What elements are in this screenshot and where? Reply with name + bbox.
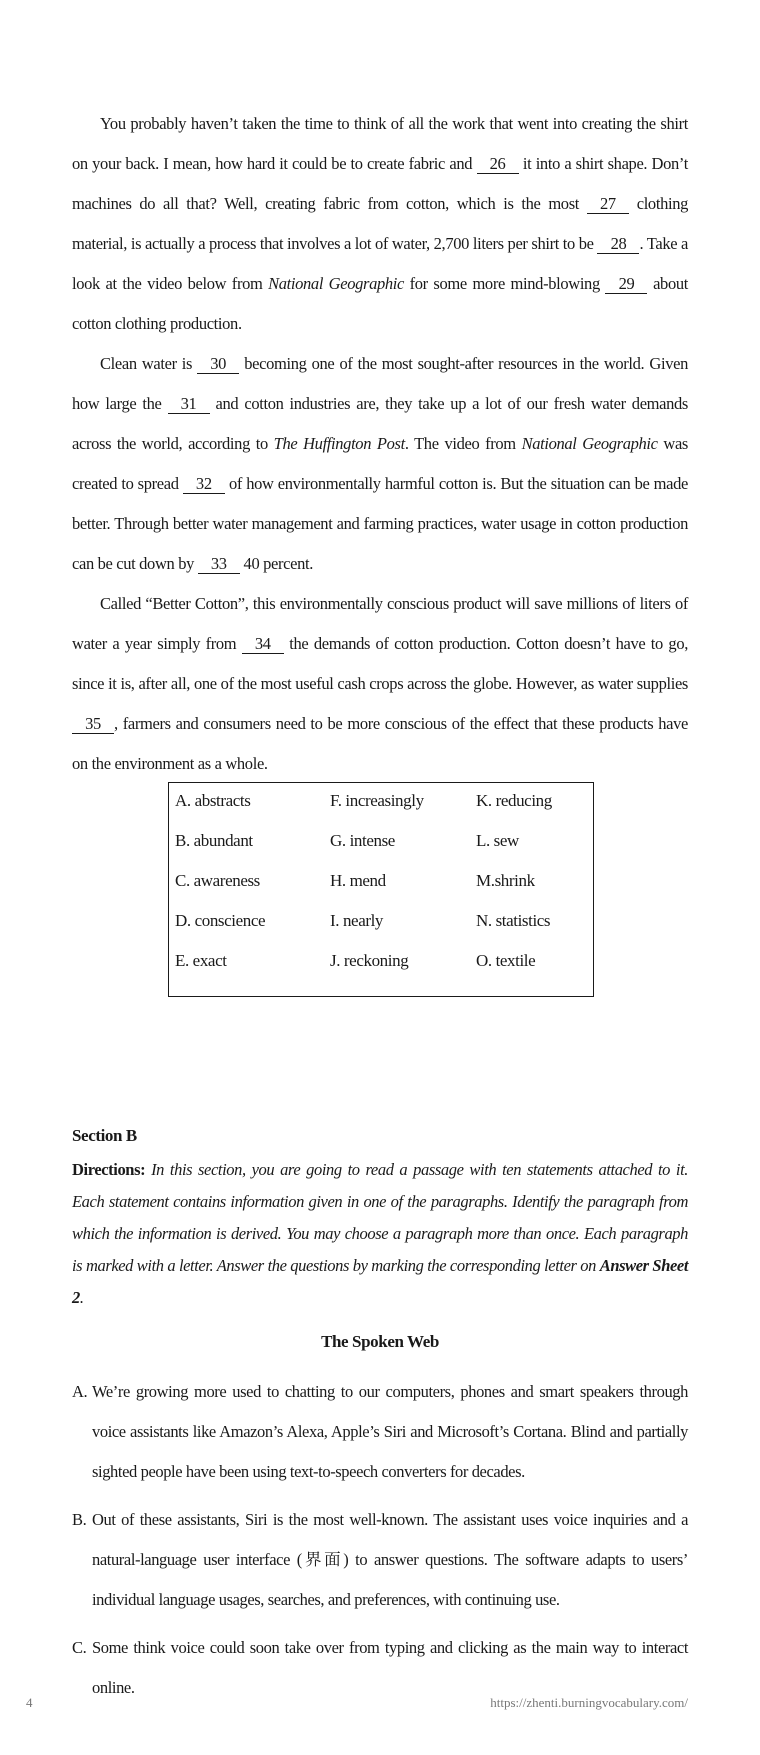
source-name: The Huffington Post [273, 434, 405, 453]
word-option: B. abundant [175, 831, 253, 850]
word-bank-box [168, 782, 594, 997]
word-option: K. reducing [476, 791, 552, 810]
text: . The video from [404, 434, 522, 453]
word-option: N. statistics [476, 911, 551, 930]
source-name: National Geographic [268, 274, 404, 293]
text: . Take a look at the video below from [72, 234, 688, 293]
text: becoming one of the most sought-after resources in the world. Given how large the [72, 354, 688, 413]
word-option: M.shrink [476, 871, 535, 890]
blank-26: 26 [477, 155, 519, 174]
section-heading: Section B [72, 1126, 137, 1145]
text: You probably haven’t taken the time to think of all the work that went into creating the shirt on your back. I mean, how hard it could be to create fabric and [72, 114, 688, 173]
passage-paragraph-1 [72, 104, 688, 344]
blank-28: 28 [597, 235, 639, 254]
word-option: G. intense [330, 831, 395, 850]
blank-30: 30 [197, 355, 239, 374]
blank-33: 33 [198, 555, 240, 574]
word-option: L. sew [476, 831, 519, 850]
passage-paragraph-2 [72, 344, 688, 584]
answer-sheet-label: Answer Sheet 2 [72, 1256, 689, 1307]
text: it into a shirt shape. Don’t machines do all that? Well, creating fabric from cotton, which is the most [72, 154, 688, 213]
text: 40 percent. [239, 554, 314, 573]
word-option: F. increasingly [330, 791, 424, 810]
word-option: C. awareness [175, 871, 260, 890]
passage-section-a [72, 104, 688, 784]
blank-27: 27 [587, 195, 629, 214]
word-option: H. mend [330, 871, 386, 890]
page-number: 4 [26, 1695, 33, 1710]
word-option: D. conscience [175, 911, 266, 930]
word-option: J. reckoning [330, 951, 409, 970]
directions-text: In this section, you are going to read a passage with ten statements attached to it. Each statement contains information given in one of the paragraphs. Identify the paragraph from which the information is derived. You may choose a paragraph more than once. Each paragraph is marked with a letter. Answer the questions by marking the corresponding letter on [72, 1160, 688, 1275]
paragraph-item [72, 1500, 688, 1620]
directions [72, 1154, 688, 1314]
section-b [72, 1118, 688, 1716]
passage-title: The Spoken Web [321, 1332, 439, 1351]
text: , farmers and consumers need to be more conscious of the effect that these products have on the environment as a whole. [72, 714, 688, 773]
text: for some more mind-blowing [403, 274, 606, 293]
paragraph-item [72, 1372, 688, 1492]
blank-31: 31 [168, 395, 210, 414]
paragraph-letter: C. [72, 1638, 87, 1657]
footer-url: https://zhenti.burningvocabulary.com/ [490, 1695, 688, 1710]
text: Clean water is [100, 354, 198, 373]
text: the demands of cotton production. Cotton doesn’t have to go, since it is, after all, one of the most useful cash crops across the globe. However, as water supplies [72, 634, 688, 693]
paragraph-text: Out of these assistants, Siri is the most well-known. The assistant uses voice inquiries and a natural-language user interface (界面) to answer questions. The software adapts to users’ individual language usages, searches, and preferences, with continuing use. [92, 1510, 688, 1609]
blank-32: 32 [183, 475, 225, 494]
text: and cotton industries are, they take up a lot of our fresh water demands across the world, according to [72, 394, 689, 453]
word-option: A. abstracts [175, 791, 251, 810]
word-option: O. textile [476, 951, 536, 970]
blank-29: 29 [605, 275, 647, 294]
passage-paragraph-3 [72, 584, 688, 784]
word-option: E. exact [175, 951, 227, 970]
text: about cotton clothing production. [72, 274, 688, 333]
text: was created to spread [72, 434, 689, 493]
source-name: National Geographic [521, 434, 658, 453]
blank-35: 35 [72, 715, 114, 734]
paragraph-letter: B. [72, 1510, 87, 1529]
text: Called “Better Cotton”, this environmentally conscious product will save millions of liters of water a year simply from [72, 594, 688, 653]
paragraph-letter: A. [72, 1382, 88, 1401]
text: of how environmentally harmful cotton is. But the situation can be made better. Through better water management and farming practices, water usage in cotton production can be cut down by [72, 474, 688, 573]
directions-period: . [79, 1288, 84, 1307]
directions-label: Directions: [72, 1160, 146, 1179]
paragraph-text: We’re growing more used to chatting to our computers, phones and smart speakers through voice assistants like Amazon’s Alexa, Apple’s Siri and Microsoft’s Cortana. Blind and partially sighted people have been using text-to-speech converters for decades. [92, 1382, 688, 1481]
word-option: I. nearly [330, 911, 384, 930]
blank-34: 34 [242, 635, 284, 654]
paragraph-text: Some think voice could soon take over from typing and clicking as the main way to interact online. [92, 1638, 688, 1697]
text: clothing material, is actually a process that involves a lot of water, 2,700 liters per shirt to be [72, 194, 688, 253]
